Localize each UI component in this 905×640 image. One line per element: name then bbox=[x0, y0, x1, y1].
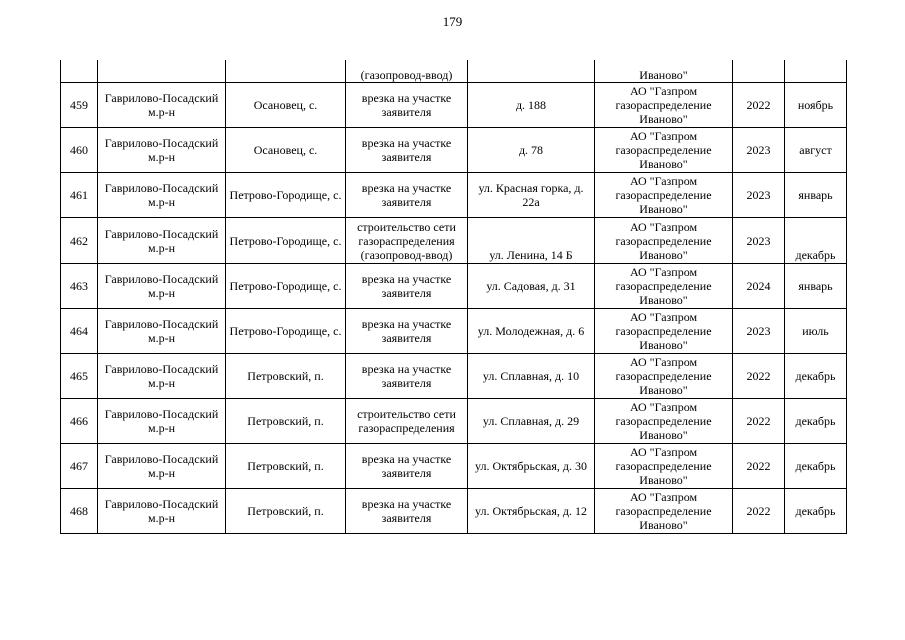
cell-work-type: врезка на участке заявителя bbox=[346, 173, 468, 218]
cell-work-type: врезка на участке заявителя bbox=[346, 83, 468, 128]
cell-num: 466 bbox=[61, 399, 98, 444]
cell-operator: АО "Газпром газораспределение Иваново" bbox=[595, 444, 733, 489]
cell-address: ул. Ленина, 14 Б bbox=[468, 218, 595, 264]
table-row bbox=[61, 489, 847, 534]
cell-year: 2024 bbox=[733, 264, 785, 309]
cell-district: Гаврилово-Посадский м.р-н bbox=[98, 354, 226, 399]
cell-operator: АО "Газпром газораспределение Иваново" bbox=[595, 354, 733, 399]
cell-month: август bbox=[785, 128, 847, 173]
cell-district bbox=[98, 60, 226, 83]
cell-address: ул. Октябрьская, д. 30 bbox=[468, 444, 595, 489]
cell-address: ул. Сплавная, д. 29 bbox=[468, 399, 595, 444]
gasification-table bbox=[60, 60, 847, 534]
cell-address: ул. Сплавная, д. 10 bbox=[468, 354, 595, 399]
table-row bbox=[61, 309, 847, 354]
cell-year: 2022 bbox=[733, 83, 785, 128]
cell-work-type: врезка на участке заявителя bbox=[346, 309, 468, 354]
cell-address: ул. Красная горка, д. 22а bbox=[468, 173, 595, 218]
cell-address: ул. Садовая, д. 31 bbox=[468, 264, 595, 309]
cell-num: 465 bbox=[61, 354, 98, 399]
cell-operator: АО "Газпром газораспределение Иваново" bbox=[595, 128, 733, 173]
table-row bbox=[61, 444, 847, 489]
table-row bbox=[61, 264, 847, 309]
cell-operator: Иваново" bbox=[595, 60, 733, 83]
cell-operator: АО "Газпром газораспределение Иваново" bbox=[595, 309, 733, 354]
table-row bbox=[61, 399, 847, 444]
cell-year: 2023 bbox=[733, 218, 785, 264]
cell-locality: Петровский, п. bbox=[226, 354, 346, 399]
cell-year: 2022 bbox=[733, 489, 785, 534]
cell-year: 2023 bbox=[733, 128, 785, 173]
cell-month bbox=[785, 60, 847, 83]
cell-locality: Осановец, с. bbox=[226, 128, 346, 173]
cell-work-type: врезка на участке заявителя bbox=[346, 128, 468, 173]
cell-month: ноябрь bbox=[785, 83, 847, 128]
cell-year bbox=[733, 60, 785, 83]
cell-year: 2023 bbox=[733, 309, 785, 354]
page-number: 179 bbox=[442, 14, 463, 29]
cell-num: 467 bbox=[61, 444, 98, 489]
cell-year: 2023 bbox=[733, 173, 785, 218]
cell-address bbox=[468, 60, 595, 83]
cell-operator: АО "Газпром газораспределение Иваново" bbox=[595, 399, 733, 444]
cell-month: январь bbox=[785, 264, 847, 309]
cell-month: декабрь bbox=[785, 354, 847, 399]
cell-num: 459 bbox=[61, 83, 98, 128]
table-row bbox=[61, 218, 847, 264]
table-body bbox=[61, 60, 847, 534]
cell-address: ул. Октябрьская, д. 12 bbox=[468, 489, 595, 534]
cell-locality bbox=[226, 60, 346, 83]
cell-month: декабрь bbox=[785, 444, 847, 489]
cell-num: 463 bbox=[61, 264, 98, 309]
cell-num: 462 bbox=[61, 218, 98, 264]
cell-district: Гаврилово-Посадский м.р-н bbox=[98, 264, 226, 309]
cell-num bbox=[61, 60, 98, 83]
cell-month: июль bbox=[785, 309, 847, 354]
cell-locality: Петровский, п. bbox=[226, 444, 346, 489]
table-row bbox=[61, 354, 847, 399]
cell-month: январь bbox=[785, 173, 847, 218]
cell-locality: Петрово-Городище, с. bbox=[226, 309, 346, 354]
table-row bbox=[61, 83, 847, 128]
cell-num: 468 bbox=[61, 489, 98, 534]
cell-num: 460 bbox=[61, 128, 98, 173]
cell-operator: АО "Газпром газораспределение Иваново" bbox=[595, 218, 733, 264]
cell-district: Гаврилово-Посадский м.р-н bbox=[98, 128, 226, 173]
cell-work-type: (газопровод-ввод) bbox=[346, 60, 468, 83]
cell-work-type: врезка на участке заявителя bbox=[346, 444, 468, 489]
cell-operator: АО "Газпром газораспределение Иваново" bbox=[595, 173, 733, 218]
cell-year: 2022 bbox=[733, 354, 785, 399]
cell-month: декабрь bbox=[785, 489, 847, 534]
cell-operator: АО "Газпром газораспределение Иваново" bbox=[595, 264, 733, 309]
cell-address: д. 188 bbox=[468, 83, 595, 128]
cell-num: 461 bbox=[61, 173, 98, 218]
cell-month: декабрь bbox=[785, 399, 847, 444]
cell-locality: Петровский, п. bbox=[226, 489, 346, 534]
cell-district: Гаврилово-Посадский м.р-н bbox=[98, 218, 226, 264]
cell-month: декабрь bbox=[785, 218, 847, 264]
cell-operator: АО "Газпром газораспределение Иваново" bbox=[595, 489, 733, 534]
cell-address: д. 78 bbox=[468, 128, 595, 173]
cell-year: 2022 bbox=[733, 444, 785, 489]
table-row bbox=[61, 128, 847, 173]
cell-locality: Петрово-Городище, с. bbox=[226, 264, 346, 309]
cell-locality: Петрово-Городище, с. bbox=[226, 218, 346, 264]
cell-district: Гаврилово-Посадский м.р-н bbox=[98, 173, 226, 218]
cell-locality: Осановец, с. bbox=[226, 83, 346, 128]
cell-work-type: врезка на участке заявителя bbox=[346, 264, 468, 309]
cell-address: ул. Молодежная, д. 6 bbox=[468, 309, 595, 354]
cell-district: Гаврилово-Посадский м.р-н bbox=[98, 83, 226, 128]
cell-work-type: врезка на участке заявителя bbox=[346, 354, 468, 399]
cell-work-type: строительство сети газораспределения bbox=[346, 399, 468, 444]
cell-locality: Петровский, п. bbox=[226, 399, 346, 444]
cell-district: Гаврилово-Посадский м.р-н bbox=[98, 399, 226, 444]
continuation-row bbox=[61, 60, 847, 83]
table-row bbox=[61, 173, 847, 218]
cell-operator: АО "Газпром газораспределение Иваново" bbox=[595, 83, 733, 128]
cell-year: 2022 bbox=[733, 399, 785, 444]
cell-district: Гаврилово-Посадский м.р-н bbox=[98, 309, 226, 354]
cell-district: Гаврилово-Посадский м.р-н bbox=[98, 444, 226, 489]
cell-work-type: строительство сети газораспределения (газопровод-ввод) bbox=[346, 218, 468, 264]
cell-work-type: врезка на участке заявителя bbox=[346, 489, 468, 534]
cell-locality: Петрово-Городище, с. bbox=[226, 173, 346, 218]
cell-district: Гаврилово-Посадский м.р-н bbox=[98, 489, 226, 534]
cell-num: 464 bbox=[61, 309, 98, 354]
